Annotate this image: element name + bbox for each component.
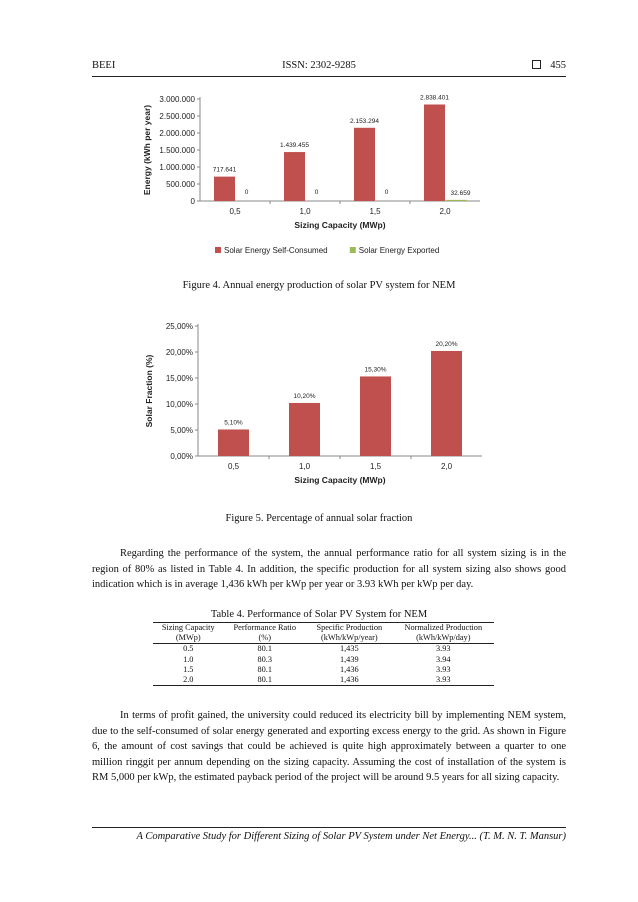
x-tick-label: 1,0	[298, 462, 311, 471]
legend-label: Solar Energy Exported	[358, 246, 440, 255]
figure4-chart	[140, 90, 500, 262]
table-row	[153, 675, 494, 686]
data-label: 20,20%	[435, 340, 458, 348]
y-tick-label: 15,00%	[165, 374, 193, 383]
table-cell: 0.5	[183, 644, 194, 654]
table-row	[153, 655, 494, 665]
y-tick-label: 20,00%	[165, 348, 193, 357]
bar-primary	[218, 429, 249, 456]
legend-swatch	[350, 247, 356, 253]
page-number: 455	[550, 60, 566, 71]
data-label: 1.439.455	[280, 142, 309, 150]
table-cell: 1.0	[183, 654, 194, 664]
data-label: 0	[384, 189, 389, 196]
table-cell: 1.5	[183, 664, 194, 674]
x-axis-title: Sizing Capacity (MWp)	[294, 220, 386, 230]
table-cell: 3.93	[393, 675, 494, 686]
table-cell: 3.93	[436, 644, 451, 654]
table-header-cell: (MWp)	[153, 633, 224, 644]
data-label: 2.153.294	[350, 117, 379, 125]
table-cell: 80.1	[257, 664, 273, 674]
y-axis-title: Solar Fraction (%)	[144, 354, 154, 428]
y-tick-label: 1.500.000	[159, 146, 195, 155]
table-cell: 2.0	[153, 675, 224, 686]
y-axis-title: Energy (kWh per year)	[142, 104, 152, 196]
x-tick-label: 0,5	[229, 207, 241, 216]
table-row	[153, 665, 494, 675]
data-label: 0	[314, 189, 319, 196]
table-row	[153, 644, 494, 655]
x-tick-label: 1,0	[299, 207, 311, 216]
checkbox-square-icon	[532, 60, 541, 69]
table-header-cell: (kWh/kWp/year)	[306, 633, 393, 644]
table-header-cell: Normalized Production	[393, 623, 494, 634]
bar-secondary	[446, 200, 467, 201]
footer-rule	[92, 827, 566, 828]
table-header-cell: Performance Ratio	[224, 623, 307, 634]
y-tick-label: 25,00%	[165, 322, 193, 331]
bar-primary	[360, 376, 391, 456]
bar-primary	[354, 128, 375, 201]
table-cell: 1,435	[339, 644, 359, 654]
y-tick-label: 1.000.000	[159, 163, 195, 172]
y-tick-label: 2.500.000	[159, 112, 195, 121]
legend-swatch	[215, 247, 221, 253]
data-label: 10,20%	[293, 392, 316, 400]
bar-primary	[284, 152, 305, 201]
table-cell: 80.3	[257, 654, 273, 664]
bar-primary	[424, 104, 445, 201]
table-header-row	[153, 633, 494, 644]
table-cell: 1,436	[339, 664, 359, 674]
table-cell: 1,436	[306, 675, 393, 686]
table4-title: Table 4. Performance of Solar PV System for NEM	[210, 609, 428, 620]
figure4-caption: Figure 4. Annual energy production of solar PV system for NEM	[182, 280, 456, 291]
table-header-cell: (kWh/kWp/day)	[393, 633, 494, 644]
table-header-cell: (%)	[224, 633, 307, 644]
bar-primary	[431, 351, 462, 456]
table-header-cell: Specific Production	[306, 623, 393, 634]
page-number-wrap	[532, 60, 566, 71]
table-cell: 1,439	[339, 654, 359, 664]
table-cell: 80.1	[224, 675, 307, 686]
y-tick-label: 500.000	[166, 180, 195, 189]
legend-label: Solar Energy Self-Consumed	[224, 246, 328, 255]
y-tick-label: 5,00%	[170, 426, 193, 435]
x-tick-label: 0,5	[227, 462, 240, 471]
bar-primary	[289, 403, 320, 456]
x-axis-title: Sizing Capacity (MWp)	[294, 475, 386, 485]
journal-name: BEEI	[92, 60, 116, 71]
table-cell: 3.94	[436, 654, 451, 664]
table-cell: 3.93	[436, 664, 451, 674]
footer-citation: A Comparative Study for Different Sizing of Solar PV System under Net Energy... (T. M. N. T. Mansur)	[136, 831, 566, 842]
issn: ISSN: 2302-9285	[282, 60, 356, 71]
figure5-chart	[140, 318, 500, 494]
data-label: 0	[244, 189, 249, 196]
performance-table	[153, 622, 494, 686]
y-tick-label: 0,00%	[170, 452, 193, 461]
y-tick-label: 0	[190, 197, 195, 206]
paragraph-performance: Regarding the performance of the system, the annual performance ratio for all system sizing is in the region of 80% as listed in Table 4. In addition, the specific production for all system sizing also shows good indication which is in average 1,436 kWh per kWp per year or 3.93 kWh per kWp per day.	[92, 548, 566, 590]
y-tick-label: 10,00%	[165, 400, 193, 409]
bar-primary	[214, 177, 235, 201]
table-header-row	[153, 623, 494, 634]
x-tick-label: 1,5	[369, 207, 381, 216]
paragraph-profit: In terms of profit gained, the university could reduced its electricity bill by implementing NEM system, due to the self-consumed of solar energy generated and exporting excess energy to the grid. As shown in Figure 6, the amount of cost savings that could be achieved is quite high approximately between a quarter to one million ringgit per annum depending on the sizing capacity. Assuming the cost of installation of the system is RM 5,000 per kWp, the estimated payback period of the project will be around 9.5 years for all sizing capacity.	[92, 710, 566, 783]
table-header-cell: Sizing Capacity	[153, 623, 224, 634]
y-tick-label: 3.000.000	[159, 95, 195, 104]
data-label: 32.659	[450, 189, 471, 197]
header-rule	[92, 76, 566, 77]
y-tick-label: 2.000.000	[159, 129, 195, 138]
figure5-caption: Figure 5. Percentage of annual solar fraction	[225, 513, 413, 524]
x-tick-label: 2,0	[439, 207, 451, 216]
data-label: 5,10%	[224, 419, 243, 427]
data-label: 717.641	[212, 166, 237, 174]
data-label: 15,30%	[364, 366, 387, 374]
data-label: 2.838.401	[420, 94, 449, 102]
table-cell: 80.1	[257, 644, 273, 654]
x-tick-label: 1,5	[369, 462, 382, 471]
x-tick-label: 2,0	[440, 462, 453, 471]
